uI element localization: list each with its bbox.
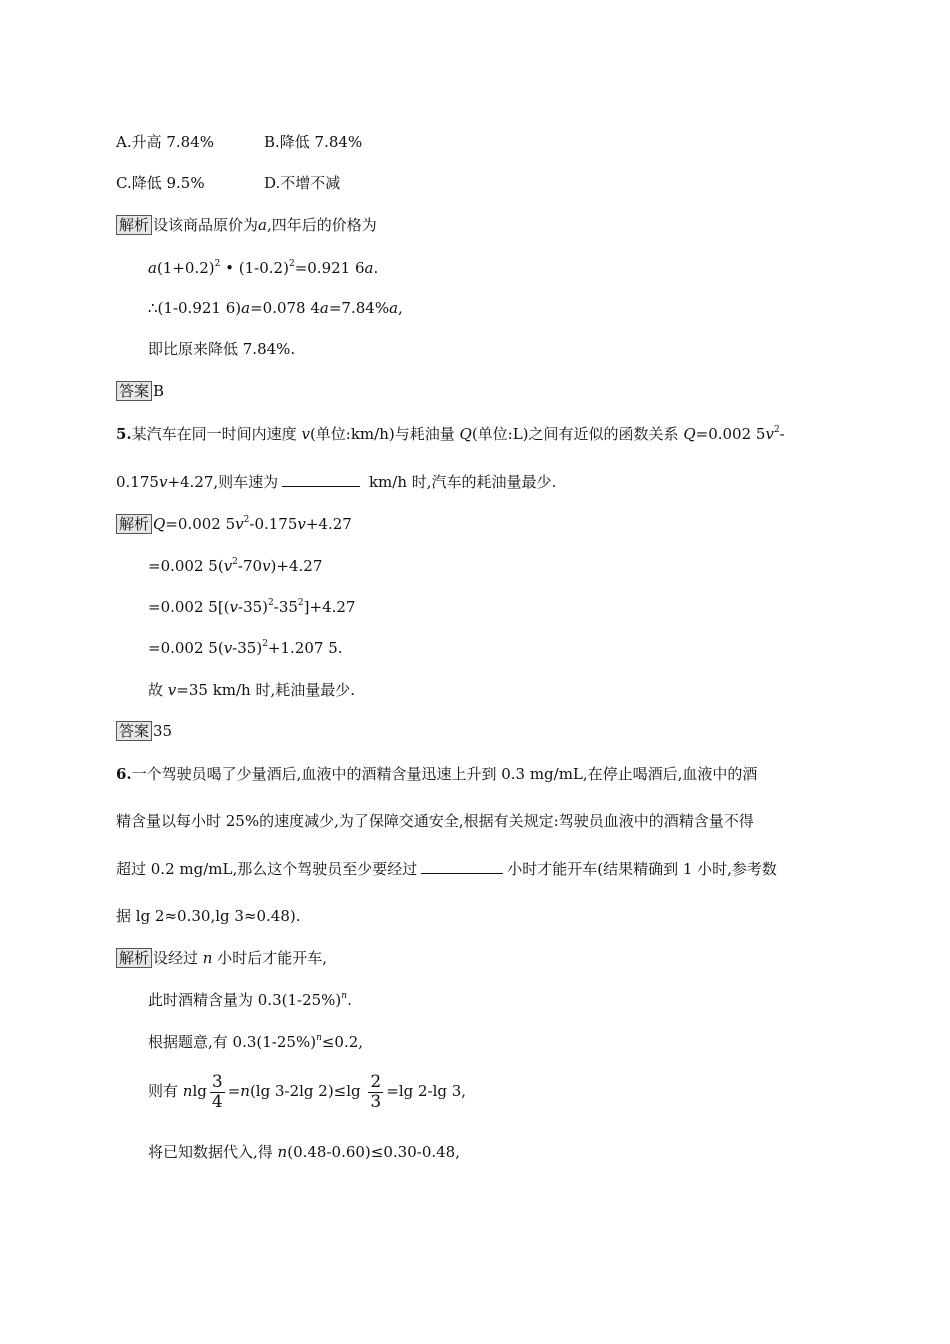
q6-stem-line-1: 6.一个驾驶员喝了少量酒后,血液中的酒精含量迅速上升到 0.3 mg/mL,在停止喝酒后,血液中的酒 <box>116 765 758 783</box>
option-b: B.降低 7.84% <box>264 133 363 151</box>
q6-analysis-line: 解析 设经过 n 小时后才能开车, <box>116 948 327 968</box>
q4-step-2: ∴(1-0.921 6)a=0.078 4a=7.84%a, <box>148 299 403 317</box>
q5-step-2: =0.002 $5(v^2-70v)+4.27$ <box>148 557 323 575</box>
option-a: A.升高 7.84% <box>116 133 215 151</box>
q4-step-1: $a(1+0.2)^2$ • $(1-0.2)^2=0.921$ 6a. <box>148 259 379 277</box>
option-c: C.降低 9.5% <box>116 174 205 192</box>
analysis-tag: 解析 <box>116 514 152 534</box>
analysis-tag: 解析 <box>116 948 152 968</box>
answer-blank[interactable] <box>421 859 503 874</box>
analysis-tag: 解析 <box>116 215 152 235</box>
q5-stem-line-1: 5.某汽车在同一时间内速度 v(单位:km/h)与耗油量 Q(单位:L)之间有近似的函数关系 Q=0.002 $5v^2-$ <box>116 425 785 443</box>
q5-step-3: =0.002 $5[(v-35)^2-35^2]+4.27$ <box>148 598 356 616</box>
answer-tag: 答案 <box>116 381 152 401</box>
q6-step-4: 则有 nlg $\frac{3}{4}$ =n(lg 3-2lg 2)≤lg $\frac{2}{3}$ =lg 2-lg 3, <box>148 1071 467 1112</box>
option-d: D.不增不减 <box>264 174 341 192</box>
fraction-two-thirds: $\frac{2}{3}$ <box>370 1071 382 1112</box>
q5-step-5: 故 v=35 km/h 时,耗油量最少. <box>148 681 356 699</box>
q4-answer-line: 答案 B <box>116 381 164 401</box>
q5-answer-line: 答案 35 <box>116 721 172 741</box>
q6-step-3: 根据题意,有 $0.3(1-25\%)^n\le 0.2$, <box>148 1033 364 1051</box>
q4-step-3: 即比原来降低 7.84%. <box>148 340 296 358</box>
fraction-three-quarters: $\frac{3}{4}$ <box>211 1071 223 1112</box>
q6-stem-line-2: 精含量以每小时 25%的速度减少,为了保障交通安全,根据有关规定:驾驶员血液中的酒精含量不得 <box>116 812 754 830</box>
q6-stem-line-4: 据 lg 2≈0.30,lg 3≈0.48). <box>116 907 301 925</box>
q4-analysis-line: 解析 设该商品原价为a,四年后的价格为 <box>116 215 377 235</box>
q5-step-4: =0.002 $5(v-35)^2+1.207$ 5. <box>148 639 343 657</box>
q6-step-2: 此时酒精含量为 $0.3(1-25\%)^n$. <box>148 991 352 1009</box>
answer-blank[interactable] <box>282 472 360 487</box>
q5-stem-line-2: 0.175v+4.27,则车速为 km/h 时,汽车的耗油量最少. <box>116 473 557 491</box>
q6-stem-line-3: 超过 0.2 mg/mL,那么这个驾驶员至少要经过 小时才能开车(结果精确到 1 小时,参考数 <box>116 860 777 878</box>
q5-analysis-line: 解析 Q=0.002 $5v^2-0.175v+4.27$ <box>116 514 352 534</box>
q6-step-5: 将已知数据代入,得 n(0.48-0.60)≤0.30-0.48, <box>148 1143 460 1161</box>
answer-tag: 答案 <box>116 721 152 741</box>
